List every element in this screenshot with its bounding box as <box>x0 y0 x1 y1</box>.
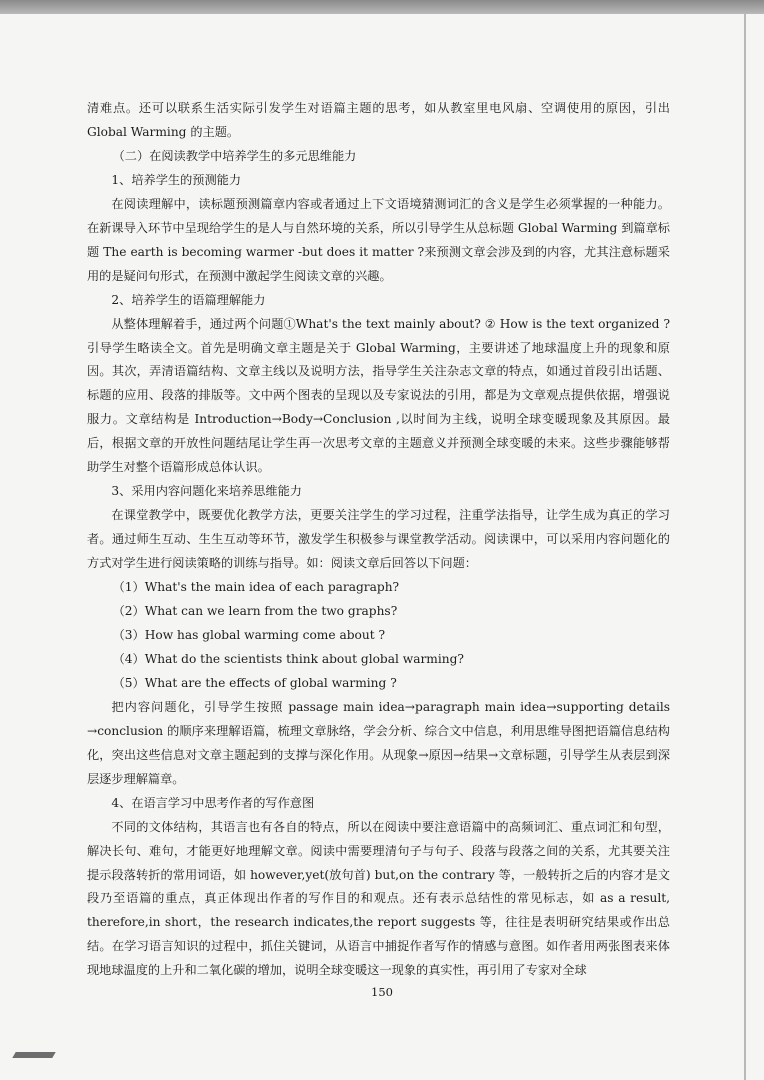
section-heading-2: （二）在阅读教学中培养学生的多元思维能力 <box>112 148 357 163</box>
question-item-4: （4）What do the scientists think about global warming? <box>112 651 464 666</box>
scan-top-edge <box>0 0 764 14</box>
subsection-heading-4: 4、在语言学习中思考作者的写作意图 <box>111 795 315 810</box>
question-item-5: （5）What are the effects of global warming ? <box>112 675 397 690</box>
subsection-heading-2: 2、培养学生的语篇理解能力 <box>111 292 266 307</box>
paragraph-prediction: 在阅读理解中，读标题预测篇章内容或者通过上下文语境猜测词汇的含义是学生必须掌握的一种能力。在新课导入环节中呈现给学生的是人与自然环境的关系，所以引导学生从总标题 Global Warming 到篇章标题 The earth is becoming warmer -but does it matter ?来预测文章会涉及到的内容，尤其注意标题采用的是疑问句形式，在预测中激起学生阅读文章的兴趣。 <box>87 196 670 283</box>
page-number: 150 <box>371 985 393 999</box>
question-item-2: （2）What can we learn from the two graphs? <box>112 604 398 619</box>
paragraph-intro-continued: 清难点。还可以联系生活实际引发学生对语篇主题的思考，如从教室里电风扇、空调使用的原因，引出 Global Warming 的主题。 <box>87 101 670 139</box>
question-item-3: （3）How has global warming come about ? <box>112 627 386 642</box>
page-binding-edge <box>744 14 746 1080</box>
subsection-heading-1: 1、培养学生的预测能力 <box>111 172 242 187</box>
document-body <box>87 97 670 983</box>
paragraph-discourse: 从整体理解着手，通过两个问题①What's the text mainly about? ② How is the text organized ? 引导学生略读全文。首先是明确文章主题是关于 Global Warming，主要讲述了地球温度上升的现象和原因。其次，弄清语篇结构、文章主线以及说明方法，指导学生关注杂志文章的特点，如通过首段引出话题、标题的应用、段落的排版等。文中两个图表的呈现以及专家说法的引用，都是为文章观点提供依据，增强说服力。文章结构是 Introduction→Body→Conclusion ,以时间为主线，说明全球变暖现象及其原因。最后，根据文章的开放性问题结尾让学生再一次思考文章的主题意义并预测全球变暖的未来。这些步骤能够帮助学生对整个语篇形成总体认识。 <box>87 316 670 475</box>
paragraph-writing-intent: 不同的文体结构，其语言也有各自的特点，所以在阅读中要注意语篇中的高频词汇、重点词汇和句型，解决长句、难句，才能更好地理解文章。阅读中需要理清句子与句子、段落与段落之间的关系，尤其要关注提示段落转折的常用词语，如 however,yet(放句首) but,on the contrary 等，一般转折之后的内容才是文段乃至语篇的重点，真正体现出作者的写作目的和观点。还有表示总结性的常见标志，如 as a result, therefore,in short，the research indicates,the report suggests 等，往往是表明研究结果或作出总结。在学习语言知识的过程中，抓住关键词，从语言中捕捉作者写作的情感与意图。如作者用两张图表来体现地球温度的上升和二氧化碳的增加，说明全球变暖这一现象的真实性，再引用了专家对全球 <box>87 819 670 978</box>
paragraph-content-questioning: 把内容问题化，引导学生按照 passage main idea→paragraph main idea→supporting details →conclusion 的顺序来理解语篇，梳理文章脉络，学会分析、综合文中信息，利用思维导图把语篇信息结构化，突出这些信息对文章主题起到的支撑与深化作用。从现象→原因→结果→文章标题，引导学生从表层到深层逐步理解篇章。 <box>87 699 670 786</box>
scan-smudge <box>12 1052 55 1058</box>
subsection-heading-3: 3、采用内容问题化来培养思维能力 <box>111 484 302 499</box>
question-item-1: （1）What's the main idea of each paragraph? <box>112 580 400 595</box>
paragraph-questioning: 在课堂教学中，既要优化教学方法，更要关注学生的学习过程，注重学法指导，让学生成为真正的学习者。通过师生互动、生生互动等环节，激发学生积极参与课堂教学活动。阅读课中，可以采用内容问题化的方式对学生进行阅读策略的训练与指导。如：阅读文章后回答以下问题： <box>87 508 670 571</box>
